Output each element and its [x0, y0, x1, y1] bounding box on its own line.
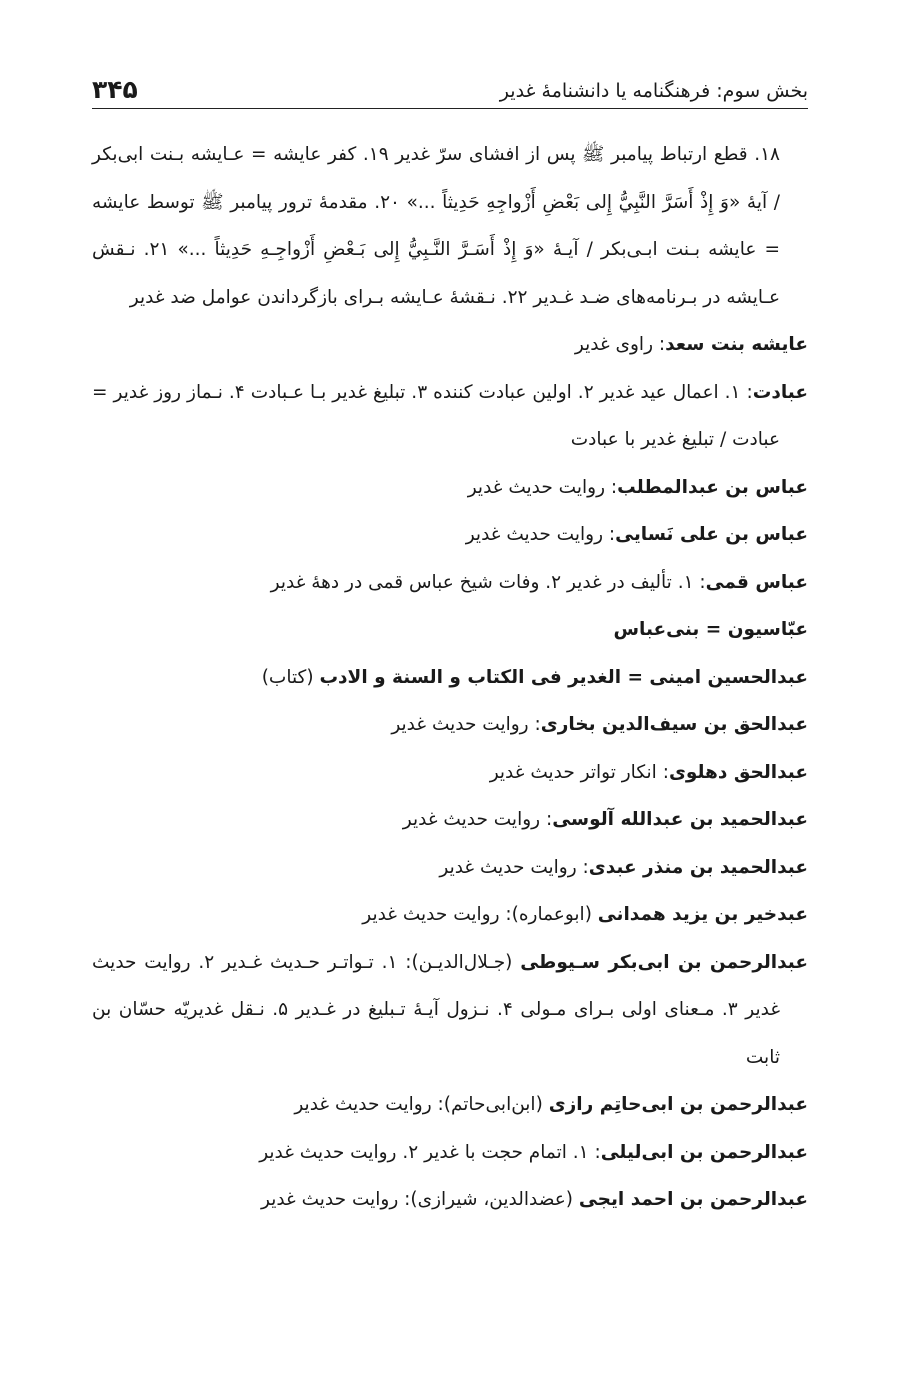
entry-head: عباس قمی: [705, 571, 808, 593]
entry: [92, 749, 808, 797]
entry-body: : روایت حدیث غدیر: [439, 856, 589, 878]
entry: [92, 796, 808, 844]
entry-body: : روایت حدیث غدیر: [467, 476, 618, 498]
entry: [92, 1176, 808, 1224]
entry-body: : ۱. اعمال عید غدیر ۲. اولین عبادت کننده ۳. تبلیغ غدیر بـا عـبادت ۴. نـماز روز غدیر = عبادت / تبلیغ غدیر با عبادت: [92, 381, 780, 450]
entry-head: عبدالرحمن بن ابی‌حاتِم رازی: [548, 1094, 808, 1115]
entry-head: عبدالحسین امینی = الغدیر فی الکتاب و السنة و الادب: [319, 666, 808, 688]
entry-head: عبدالحق بن سیف‌الدین بخاری: [540, 714, 808, 735]
running-header: [92, 62, 808, 109]
entry-body: (کتاب): [261, 666, 320, 688]
entry-body: : ۱. اتمام حجت با غدیر ۲. روایت حدیث غدیر: [259, 1141, 601, 1163]
entry-head: عبدالرحمن بن احمد ایجی: [578, 1189, 808, 1210]
glossary-content: [92, 131, 808, 1224]
page-number: ۳۴۵: [92, 75, 138, 104]
entry: [92, 844, 808, 892]
entry: [92, 891, 808, 939]
book-page: [92, 62, 808, 1224]
entry-head: عبدالحق دهلوی: [668, 761, 808, 783]
entry-body: (عضدالدین، شیرازی): روایت حدیث غدیر: [260, 1189, 579, 1210]
entry-head: عبدالحمید بن عبدالله آلوسی: [552, 809, 808, 830]
entry: [92, 511, 808, 559]
entry: [92, 369, 808, 464]
entry-head: عبدخیر بن یزید همدانی: [597, 904, 808, 925]
entry: [92, 1129, 808, 1177]
entry-continuation: ۱۸. قطع ارتباط پیامبر ﷺ پس از افشای سرّ غدیر ۱۹. کفر عایشه = عـایشه بـنت ابی‌بکر / آیهٔ «وَ إِذْ أَسَرَّ النَّبِيُّ إِلى بَعْضِ أَزْواجِهِ حَدِيثاً ...» ۲۰. مقدمهٔ ترور پیامبر ﷺ توسط عایشه = عایشه بـنت ابـی‌بکر / آیـهٔ «وَ إِذْ أَسَـرَّ النَّـبِيُّ إِلى بَـعْضِ أَزْواجِـهِ حَدِيثاً ...» ۲۱. نـقش عـایشه در بـرنامه‌های ضـد غـدیر ۲۲. نـقشهٔ عـایشه بـرای بازگرداندن عوامل ضد غدیر: [92, 144, 780, 308]
entry: [92, 559, 808, 607]
entry: [92, 654, 808, 702]
entry-body: (ابن‌ابی‌حاتم): روایت حدیث غدیر: [294, 1094, 549, 1115]
entry: [92, 464, 808, 512]
entry-body: : روایت حدیث غدیر: [402, 809, 553, 830]
entry-head: عبادت: [752, 381, 808, 403]
entry: [92, 1081, 808, 1129]
entry-body: : روایت حدیث غدیر: [465, 524, 616, 545]
entry-body: : ۱. تألیف در غدیر ۲. وفات شیخ عباس قمی در دههٔ غدیر: [270, 571, 706, 593]
entry-head: عبدالحمید بن منذر عبدی: [588, 856, 808, 878]
entry-body: : روایت حدیث غدیر: [391, 714, 541, 735]
entry-head: عبدالرحمن بن ابی‌لیلی: [600, 1141, 808, 1163]
entry-head: عایشه بنت سعد: [665, 334, 808, 355]
entry: [92, 606, 808, 654]
entry-body: : راوی غدیر: [574, 334, 666, 355]
entry-body: (ابوعماره): روایت حدیث غدیر: [362, 904, 598, 925]
entry-body: (جـلال‌الدیـن): ۱. تـواتـر حـدیث غـدیر ۲. روایت حدیث غدیر ۳. مـعنای اولی بـرای مـولی ۴. نـزول آیـهٔ تـبلیغ در غـدیر ۵. نـقل غدیریّه حسّان بن ثابت: [92, 951, 781, 1068]
entry: [92, 321, 808, 369]
entry-head: عباس بن علی نَسایی: [615, 524, 808, 545]
entry-body: : انکار تواتر حدیث غدیر: [489, 761, 669, 783]
running-title: بخش سوم: فرهنگنامه یا دانشنامهٔ غدیر: [499, 80, 808, 102]
entry-head: عبدالرحمن بن ابی‌بکر سـیوطی: [520, 951, 808, 973]
entry: [92, 939, 808, 1082]
entry-head: عبّاسیون = بنی‌عباس: [613, 619, 808, 640]
entry-head: عباس بن عبدالمطلب: [617, 476, 808, 498]
entry: [92, 701, 808, 749]
